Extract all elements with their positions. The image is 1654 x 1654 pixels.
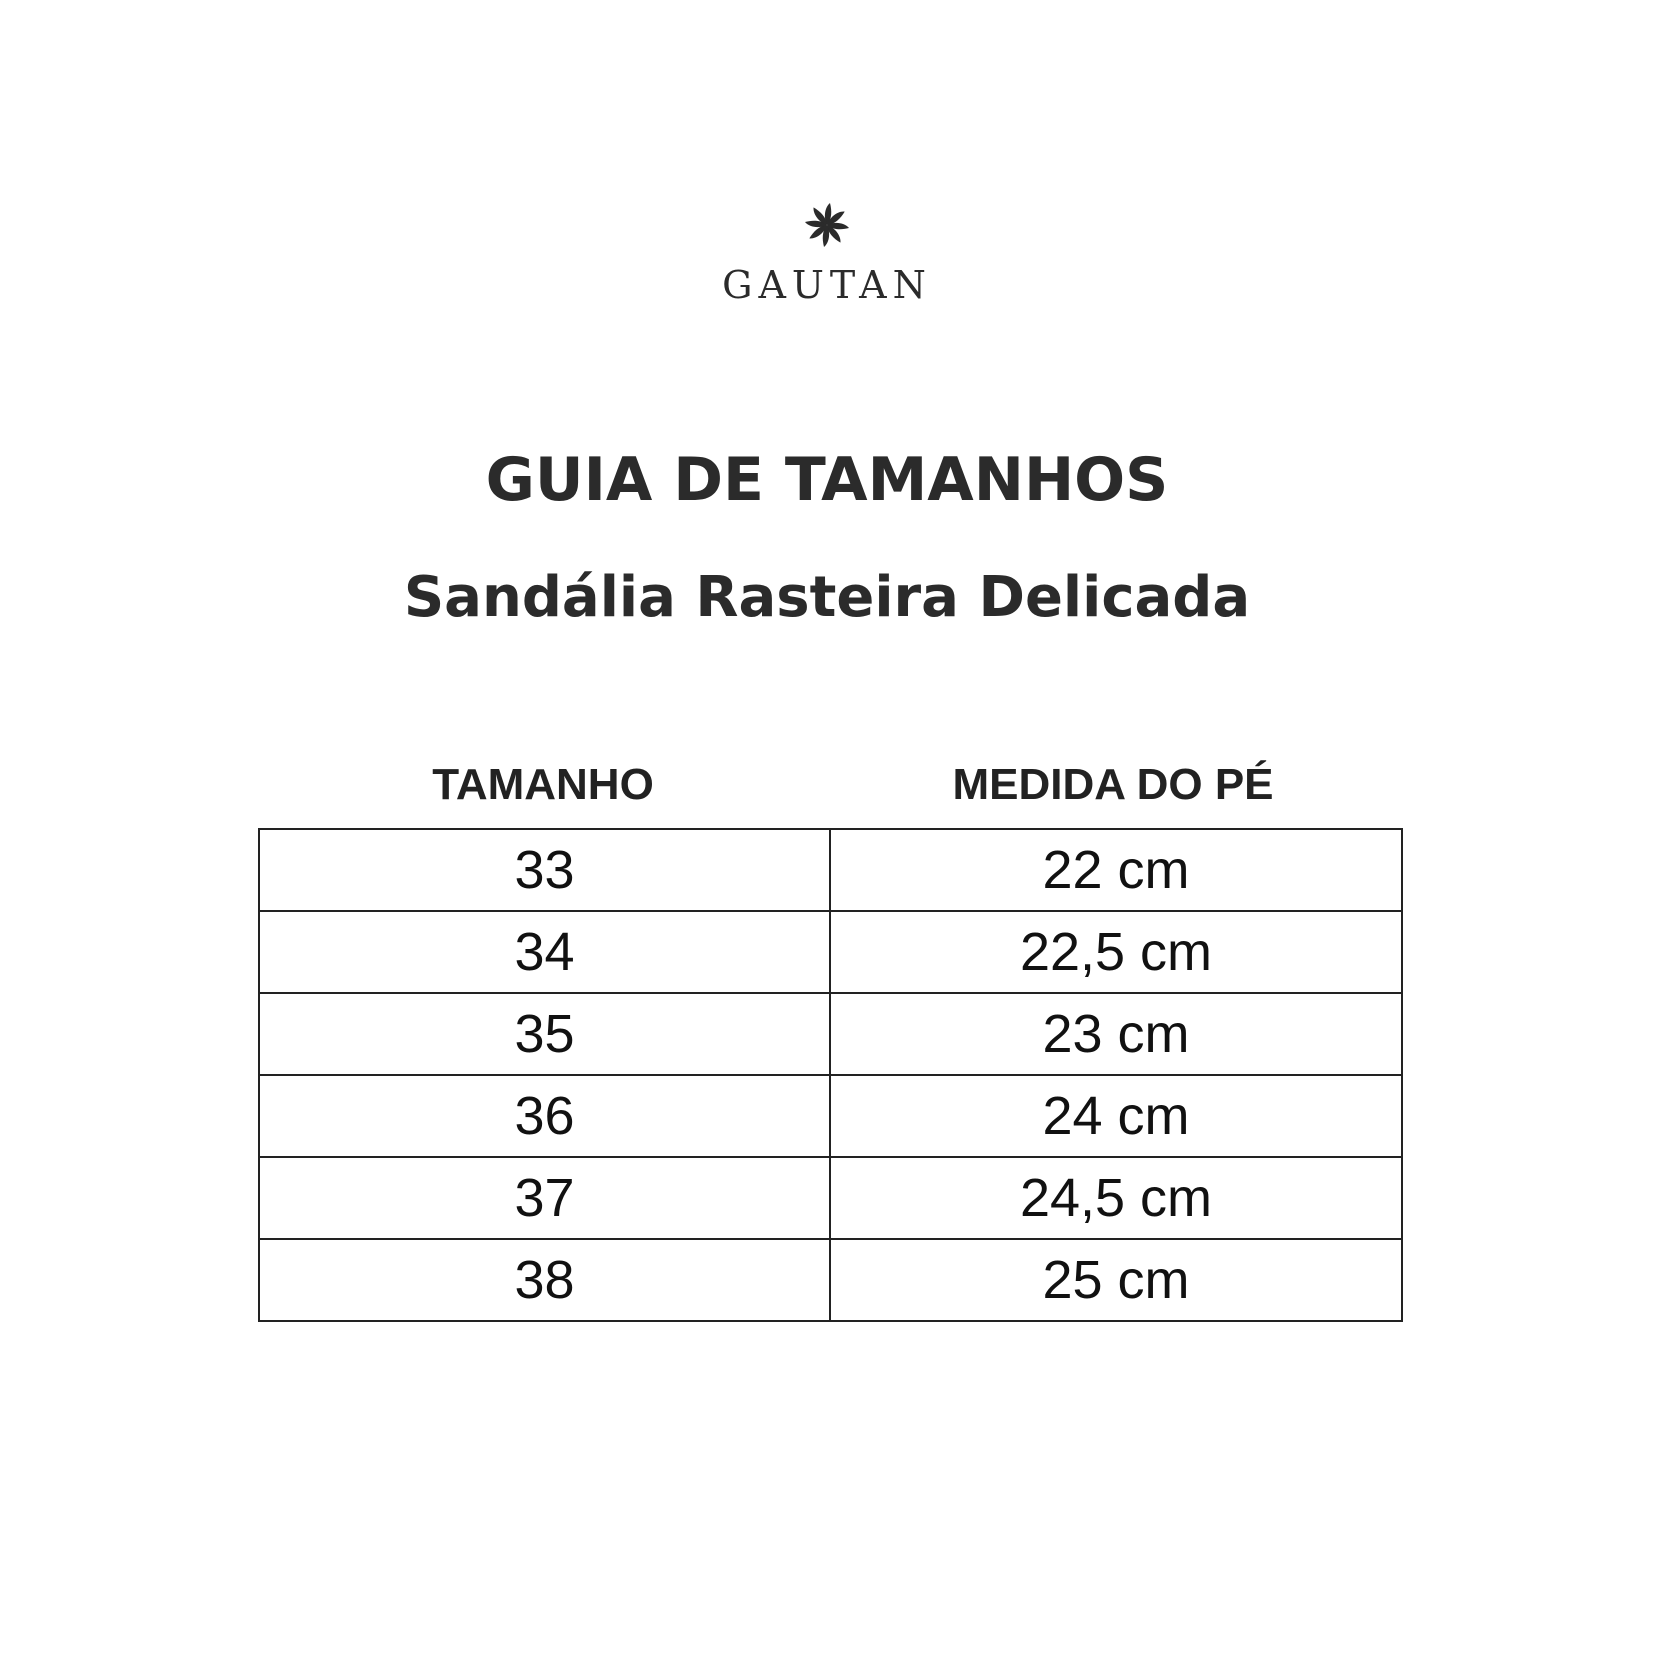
size-cell: 34: [259, 911, 830, 993]
page-title: GUIA DE TAMANHOS: [485, 445, 1169, 515]
size-cell: 36: [259, 1075, 830, 1157]
column-header-foot-measure: MEDIDA DO PÉ: [952, 760, 1274, 809]
measure-cell: 23 cm: [830, 993, 1402, 1075]
product-name: Sandália Rasteira Delicada: [403, 565, 1251, 630]
table-row: [259, 993, 1402, 1075]
size-cell: 38: [259, 1239, 830, 1321]
pinwheel-flower-icon: [802, 200, 852, 250]
measure-cell: 24,5 cm: [830, 1157, 1402, 1239]
size-cell: 35: [259, 993, 830, 1075]
column-header-size: TAMANHO: [432, 760, 654, 809]
measure-cell: 22 cm: [830, 829, 1402, 911]
measure-cell: 25 cm: [830, 1239, 1402, 1321]
table-row: [259, 1075, 1402, 1157]
size-cell: 37: [259, 1157, 830, 1239]
measure-cell: 24 cm: [830, 1075, 1402, 1157]
table-row: [259, 911, 1402, 993]
brand-name: GAUTAN: [722, 263, 932, 307]
table-row: [259, 829, 1402, 911]
table-row: [259, 1239, 1402, 1321]
size-table: [258, 828, 1403, 1322]
brand-logo: [0, 200, 1654, 307]
measure-cell: 22,5 cm: [830, 911, 1402, 993]
table-row: [259, 1157, 1402, 1239]
size-cell: 33: [259, 829, 830, 911]
